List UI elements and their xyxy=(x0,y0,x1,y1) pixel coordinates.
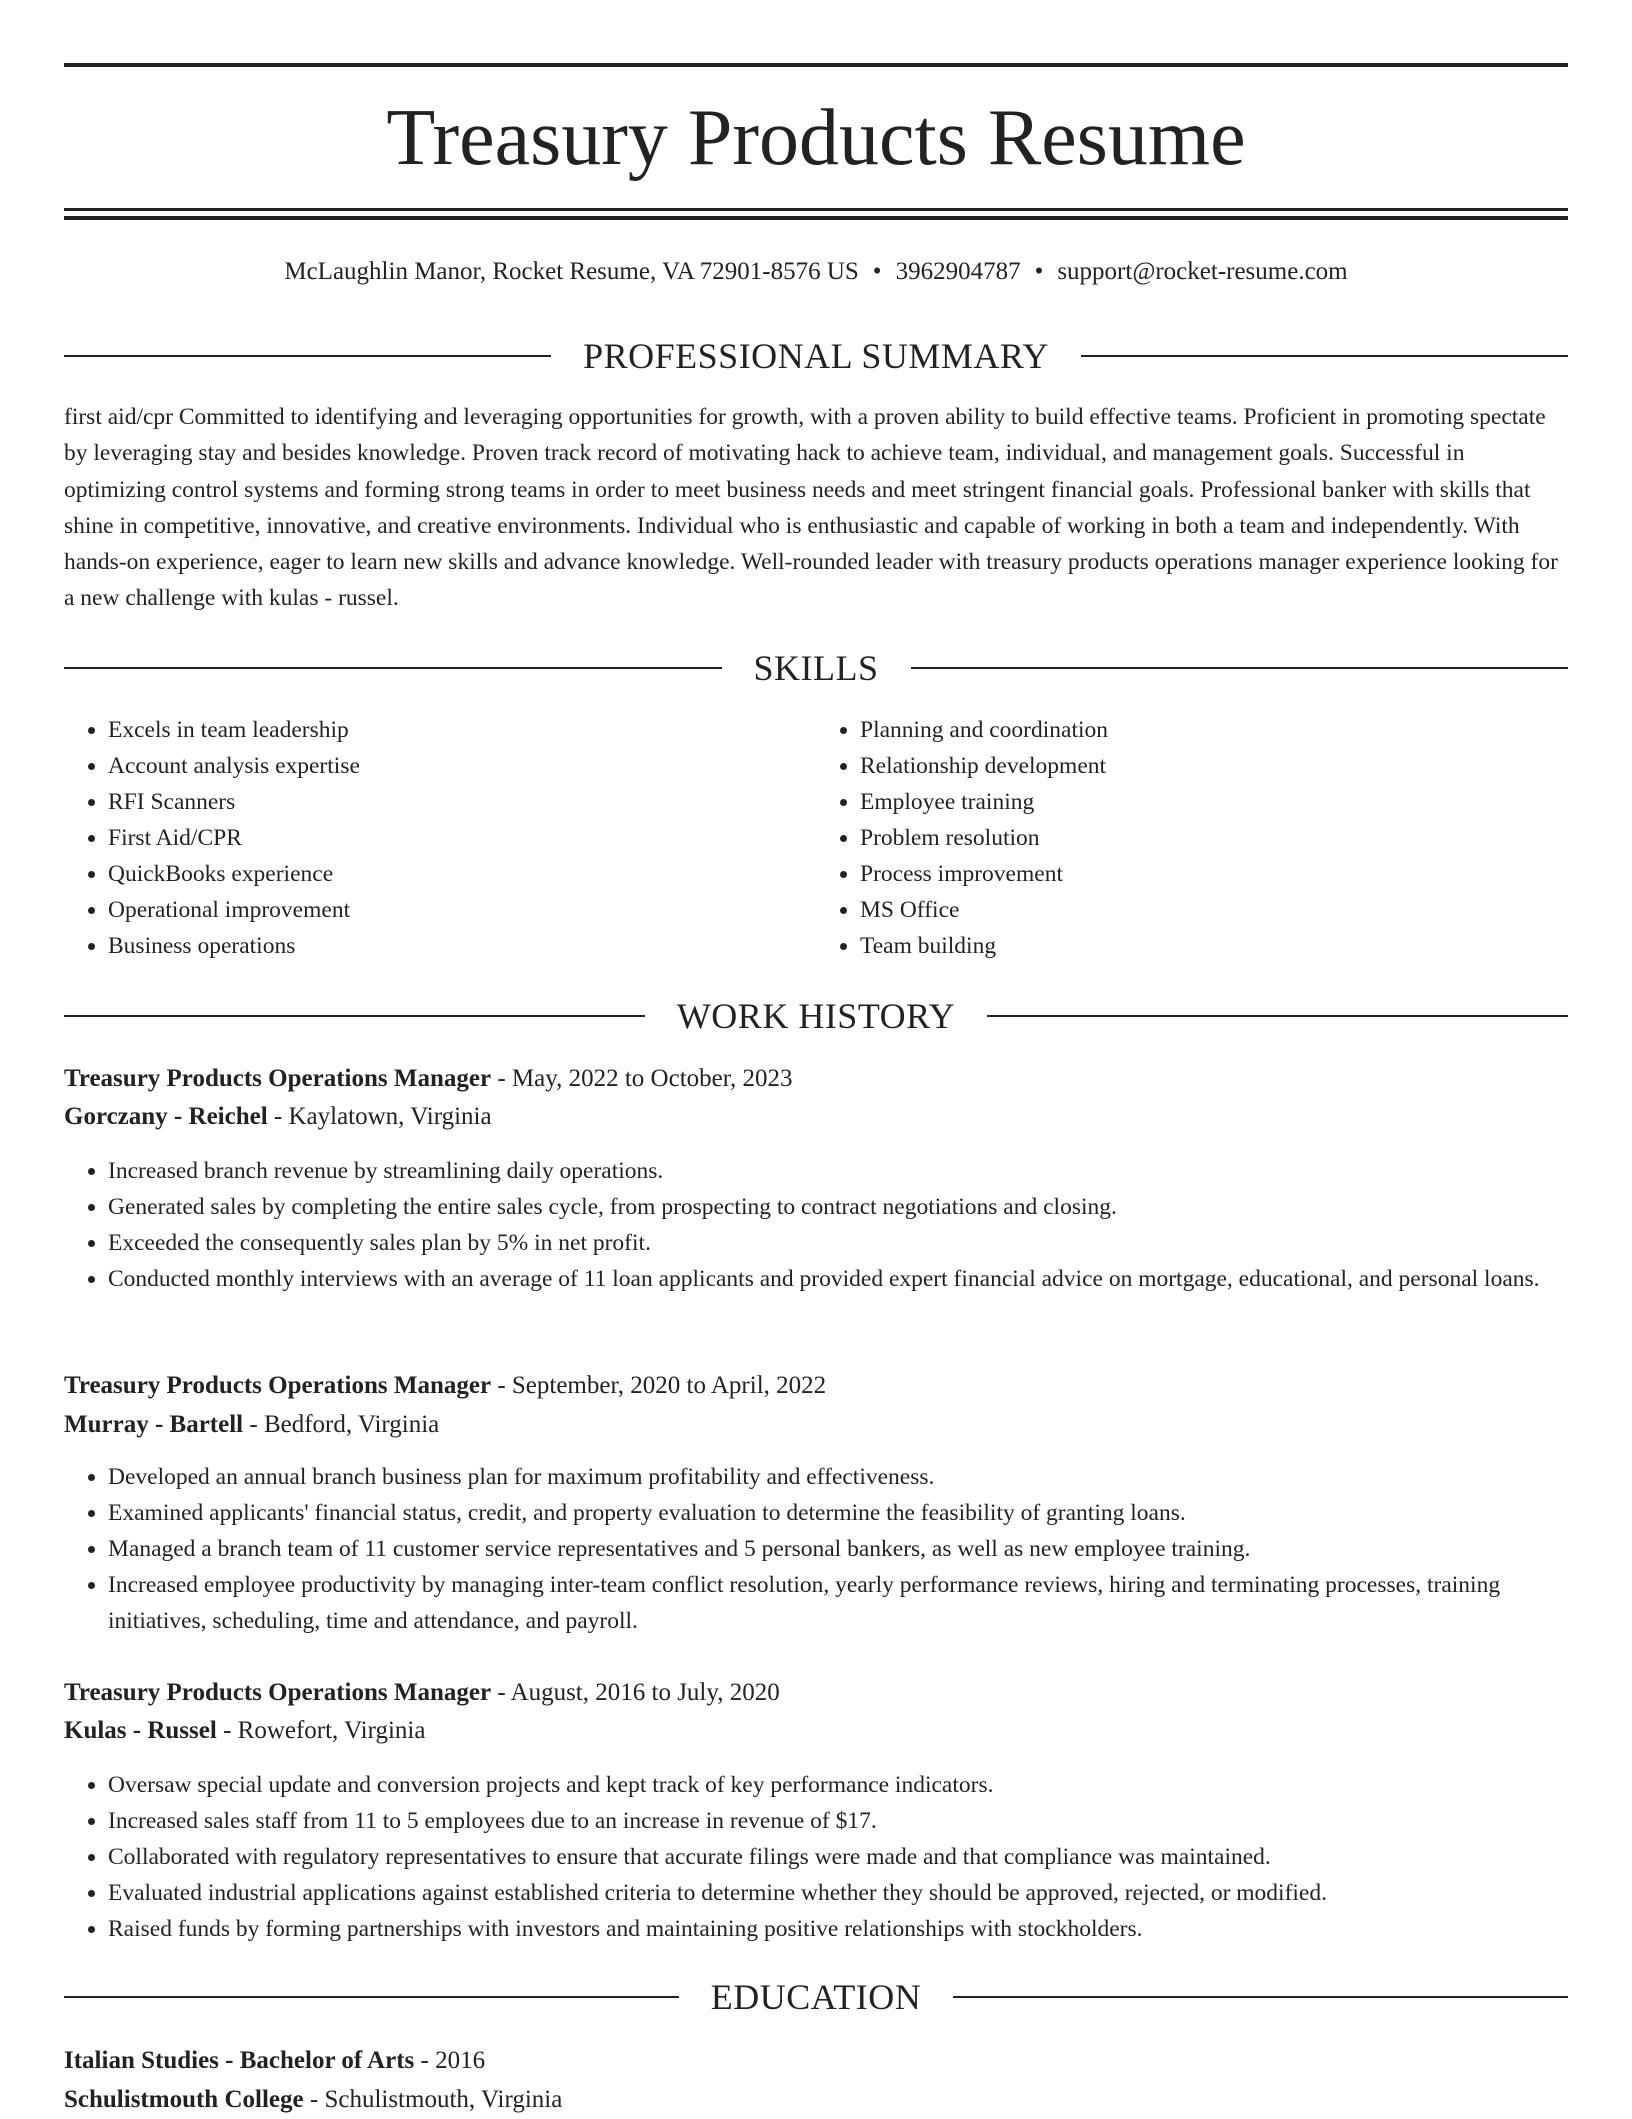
heading-rule xyxy=(64,1015,645,1017)
job-bullet: • Generated sales by completing the entire sales cycle, from prospecting to contract negotiations and closing. xyxy=(108,1189,1568,1225)
job-company: Murray - Bartell xyxy=(64,1411,244,1438)
job-location: Kaylatown, Virginia xyxy=(288,1103,492,1130)
skill-item: • Employee training xyxy=(860,784,1568,820)
job-bullets xyxy=(64,1153,1568,1297)
heading-rule xyxy=(953,1996,1568,1998)
skills-list xyxy=(64,712,1568,964)
skill-item: • Account analysis expertise xyxy=(108,748,816,784)
job-title-line: Treasury Products Operations Manager - August, 2016 to July, 2020 xyxy=(64,1679,780,1706)
job-bullet: • Increased branch revenue by streamlining daily operations. xyxy=(108,1153,1568,1189)
education-school-line: Schulistmouth College - Schulistmouth, Virginia xyxy=(64,2086,563,2113)
job-company: Kulas - Russel xyxy=(64,1717,217,1744)
job-bullet: • Increased employee productivity by managing inter-team conflict resolution, yearly performance reviews, hiring and terminating processes, training initiatives, scheduling, time and attendance, and payroll. xyxy=(108,1567,1568,1639)
skills-column-left xyxy=(64,712,816,964)
job-bullet: • Increased sales staff from 11 to 5 employees due to an increase in revenue of $17. xyxy=(108,1803,1568,1839)
heading-rule xyxy=(64,1996,679,1998)
job-bullet: • Examined applicants' financial status, credit, and property evaluation to determine the feasibility of granting loans. xyxy=(108,1495,1568,1531)
job-bullets xyxy=(64,1767,1568,1947)
education-degree-line: Italian Studies - Bachelor of Arts - 2016 xyxy=(64,2047,486,2074)
section-heading-education xyxy=(64,1977,1568,2017)
section-title: EDUCATION xyxy=(710,1977,922,2017)
job-bullet: • Exceeded the consequently sales plan by 5% in net profit. xyxy=(108,1225,1568,1261)
job-bullets xyxy=(64,1459,1568,1639)
top-rule xyxy=(64,63,1568,67)
job-title: Treasury Products Operations Manager xyxy=(64,1065,492,1092)
job-company-line: Kulas - Russel - Rowefort, Virginia xyxy=(64,1717,426,1744)
skill-item: • Problem resolution xyxy=(860,820,1568,856)
section-title: WORK HISTORY xyxy=(676,996,956,1036)
job-title-line: Treasury Products Operations Manager - May, 2022 to October, 2023 xyxy=(64,1065,793,1092)
section-heading-summary xyxy=(64,336,1568,376)
job-company-line: Gorczany - Reichel - Kaylatown, Virginia xyxy=(64,1103,492,1130)
skills-column-right xyxy=(816,712,1568,964)
section-title: SKILLS xyxy=(753,648,879,688)
heading-rule xyxy=(911,667,1569,669)
contact-phone: 3962904787 xyxy=(895,258,1021,285)
job-bullet: • Evaluated industrial applications against established criteria to determine whether they should be approved, rejected, or modified. xyxy=(108,1875,1568,1911)
job-title: Treasury Products Operations Manager xyxy=(64,1372,492,1399)
skill-item: • Relationship development xyxy=(860,748,1568,784)
section-heading-work xyxy=(64,996,1568,1036)
skill-item: • MS Office xyxy=(860,892,1568,928)
job-location: Rowefort, Virginia xyxy=(237,1717,426,1744)
skill-item: • Process improvement xyxy=(860,856,1568,892)
title-double-rule xyxy=(64,208,1568,220)
section-heading-skills xyxy=(64,648,1568,688)
job-bullet: • Managed a branch team of 11 customer service representatives and 5 personal bankers, as well as new employee training. xyxy=(108,1531,1568,1567)
education-year: 2016 xyxy=(435,2047,486,2074)
skill-item: • Team building xyxy=(860,928,1568,964)
education-degree: Italian Studies - Bachelor of Arts xyxy=(64,2047,415,2074)
skill-item: • Business operations xyxy=(108,928,816,964)
job-bullet: • Conducted monthly interviews with an average of 11 loan applicants and provided expert financial advice on mortgage, educational, and personal loans. xyxy=(108,1261,1568,1297)
job-company-line: Murray - Bartell - Bedford, Virginia xyxy=(64,1411,440,1438)
contact-address: McLaughlin Manor, Rocket Resume, VA 72901-8576 US xyxy=(284,258,859,285)
job-dates: May, 2022 to October, 2023 xyxy=(511,1065,793,1092)
skill-item: • Operational improvement xyxy=(108,892,816,928)
skill-item: • QuickBooks experience xyxy=(108,856,816,892)
job-dates: September, 2020 to April, 2022 xyxy=(511,1372,827,1399)
job-company: Gorczany - Reichel xyxy=(64,1103,268,1130)
job-bullet: • Developed an annual branch business plan for maximum profitability and effectiveness. xyxy=(108,1459,1568,1495)
job-bullet: • Raised funds by forming partnerships with investors and maintaining positive relationships with stockholders. xyxy=(108,1911,1568,1947)
heading-rule xyxy=(987,1015,1568,1017)
contact-separator: • xyxy=(1034,258,1044,285)
skill-item: • First Aid/CPR xyxy=(108,820,816,856)
resume-title: Treasury Products Resume xyxy=(386,94,1246,182)
contact-line xyxy=(64,252,1568,292)
heading-rule xyxy=(64,355,551,357)
skill-item: • Excels in team leadership xyxy=(108,712,816,748)
job-title: Treasury Products Operations Manager xyxy=(64,1679,492,1706)
skill-item: • RFI Scanners xyxy=(108,784,816,820)
job-title-line: Treasury Products Operations Manager - September, 2020 to April, 2022 xyxy=(64,1372,827,1399)
job-bullet: • Collaborated with regulatory representatives to ensure that accurate filings were made and that compliance was maintained. xyxy=(108,1839,1568,1875)
education-school: Schulistmouth College xyxy=(64,2086,304,2113)
summary-paragraph: first aid/cpr Committed to identifying and leveraging opportunities for growth, with a proven ability to build effective teams. Proficient in promoting spectate by leveraging stay and besides knowledge. Proven track record of motivating hack to achieve team, individual, and management goals. Successful in optimizing control systems and forming strong teams in order to meet business needs and meet stringent financial goals. Professional banker with skills that shine in competitive, innovative, and creative environments. Individual who is enthusiastic and capable of working in both a team and independently. With hands-on experience, eager to learn new skills and advance knowledge. Well-rounded leader with treasury products operations manager experience looking for a new challenge with kulas - russel. xyxy=(64,404,1558,612)
job-dates: August, 2016 to July, 2020 xyxy=(510,1679,780,1706)
heading-rule xyxy=(1081,355,1568,357)
job-bullet: • Oversaw special update and conversion projects and kept track of key performance indicators. xyxy=(108,1767,1568,1803)
heading-rule xyxy=(64,667,722,669)
contact-email: support@rocket-resume.com xyxy=(1057,258,1348,285)
job-location: Bedford, Virginia xyxy=(263,1411,440,1438)
contact-separator: • xyxy=(872,258,882,285)
skill-item: • Planning and coordination xyxy=(860,712,1568,748)
section-title: PROFESSIONAL SUMMARY xyxy=(583,336,1049,376)
education-location: Schulistmouth, Virginia xyxy=(324,2086,563,2113)
